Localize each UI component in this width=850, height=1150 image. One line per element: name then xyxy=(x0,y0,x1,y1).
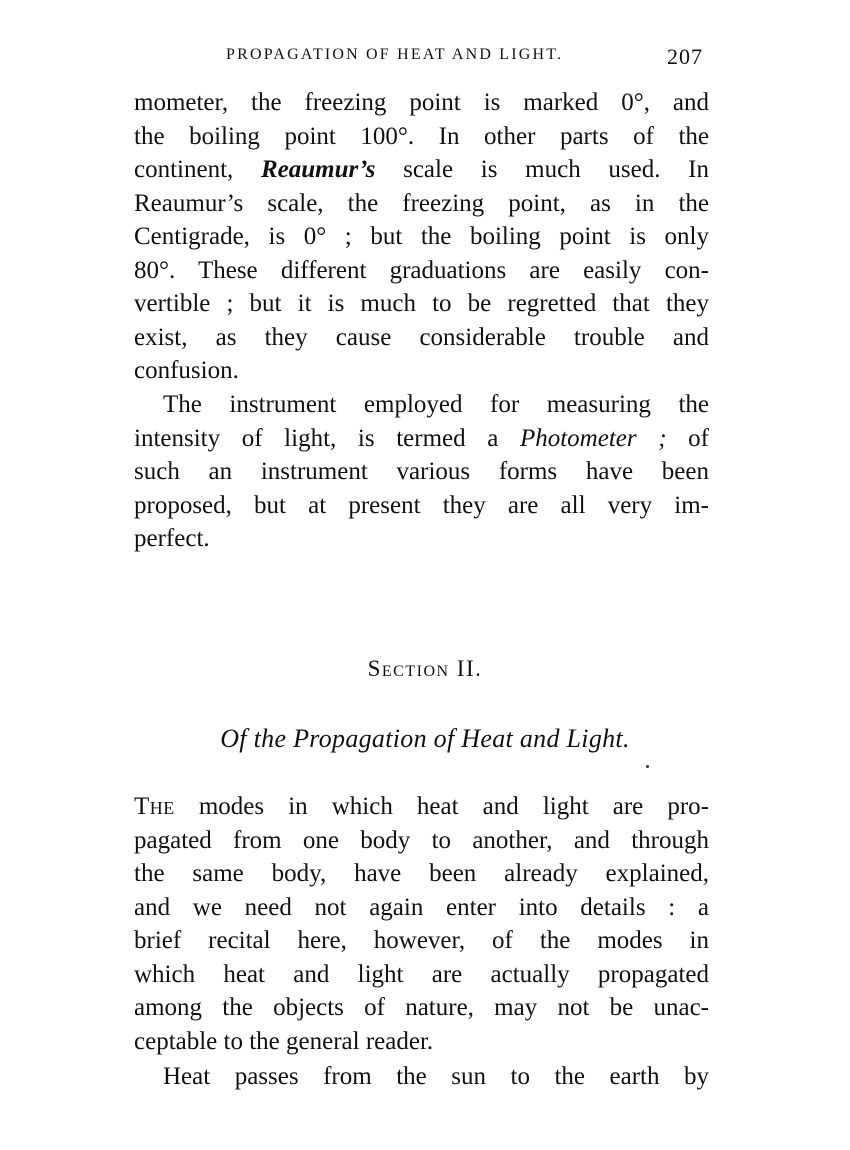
print-speck xyxy=(646,765,649,768)
text-line: The instrument employed for measuring the xyxy=(163,391,709,418)
text-line: Heat passes from the sun to the earth by xyxy=(163,1063,709,1090)
page-number: 207 xyxy=(667,44,703,69)
text-line: mometer, the freezing point is marked 0°, and xyxy=(134,89,709,116)
text-line: Centigrade, is 0° ; but the boiling point is only xyxy=(134,223,709,250)
text-segment: intensity of light, is termed a xyxy=(134,424,520,452)
text-line: which heat and light are actually propagated xyxy=(134,960,709,988)
text-segment: scale is much used. In xyxy=(375,156,709,183)
text-line xyxy=(134,422,709,456)
paragraph-lead-word: The xyxy=(134,793,175,820)
text-line: pagated from one body to another, and through xyxy=(134,826,709,854)
text-line: vertible ; but it is much to be regretted that they xyxy=(134,290,709,317)
text-line: brief recital here, however, of the modes in xyxy=(134,927,709,954)
paragraph-thermometer-scales xyxy=(134,86,709,388)
section-subtitle: Of the Propagation of Heat and Light. xyxy=(220,724,630,753)
text-line xyxy=(134,153,709,187)
text-line: 80°. These different graduations are easily con- xyxy=(134,256,709,284)
text-segment: continent, xyxy=(134,156,261,183)
text-segment: modes in which heat and light are pro- xyxy=(174,793,709,820)
text-line: ceptable to the general reader. xyxy=(134,1027,434,1055)
text-line: proposed, but at present they are all very im- xyxy=(134,491,709,519)
text-line: and we need not again enter into details : a xyxy=(134,893,709,921)
text-line: the same body, have been already explained, xyxy=(134,860,709,887)
text-line: perfect. xyxy=(134,525,210,552)
text-segment: of xyxy=(666,424,709,452)
text-line: such an instrument various forms have been xyxy=(134,458,709,485)
text-line: confusion. xyxy=(134,357,239,384)
section-title: Section II. xyxy=(367,656,483,681)
text-line: exist, as they cause considerable trouble and xyxy=(134,323,709,351)
text-line: Reaumur’s scale, the freezing point, as in the xyxy=(134,189,709,217)
paragraph-heat-from-sun xyxy=(134,1060,709,1094)
running-head: PROPAGATION OF HEAT AND LIGHT. xyxy=(226,46,564,63)
paragraph-photometer xyxy=(134,388,709,556)
text-line xyxy=(134,790,709,824)
emphasis-photometer: Photometer ; xyxy=(519,424,667,452)
paragraph-modes-of-propagation xyxy=(134,790,709,1058)
emphasis-reaumur: Reaumur’s xyxy=(261,156,376,183)
text-line: the boiling point 100°. In other parts of the xyxy=(134,122,709,150)
text-line: among the objects of nature, may not be unac- xyxy=(134,994,709,1021)
